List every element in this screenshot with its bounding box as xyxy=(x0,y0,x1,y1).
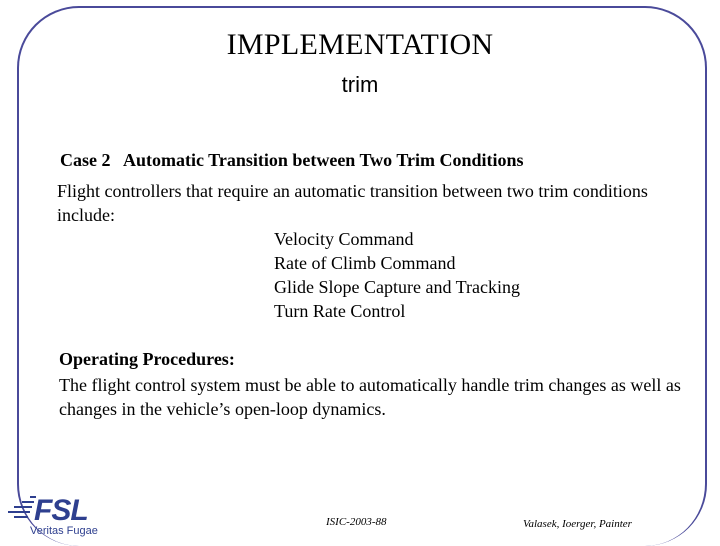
list-item: Velocity Command xyxy=(274,229,414,249)
slide-subtitle: trim xyxy=(341,72,379,97)
list-item: Turn Rate Control xyxy=(274,301,406,321)
footer-authors: Valasek, Ioerger, Painter xyxy=(523,518,632,530)
operating-procedures-heading: Operating Procedures: xyxy=(59,349,235,369)
logo-text: FSL xyxy=(34,494,88,527)
intro-text: Flight controllers that require an automatic transition between two trim conditions include: xyxy=(57,181,648,225)
slide-title: IMPLEMENTATION xyxy=(226,28,494,61)
operating-procedures-text: The flight control system must be able to automatically handle trim changes as well as changes in the vehicle’s open-loop dynamics. xyxy=(59,375,681,419)
footer-center-text: ISIC-2003-88 xyxy=(326,516,387,528)
logo-stripe xyxy=(22,501,34,503)
logo-stripe xyxy=(8,511,30,513)
logo-motto: Veritas Fugae xyxy=(30,525,98,537)
list-item: Glide Slope Capture and Tracking xyxy=(274,277,520,297)
list-item: Rate of Climb Command xyxy=(274,253,456,273)
fsl-logo xyxy=(0,488,135,538)
case-heading: Case 2 Automatic Transition between Two Trim Conditions xyxy=(60,150,524,170)
trim-conditions-list xyxy=(274,227,520,323)
logo-stripe xyxy=(14,516,28,518)
logo-stripe xyxy=(14,506,32,508)
